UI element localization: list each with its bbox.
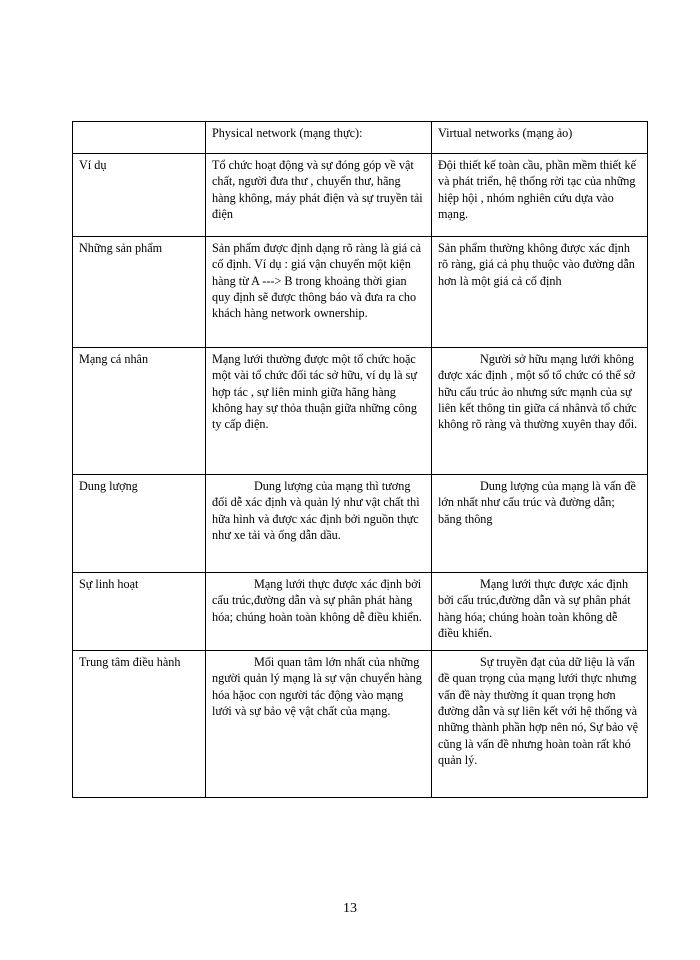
table-row xyxy=(73,651,648,798)
cell-virtual-mang-ca-nhan: Người sở hữu mạng lưới không được xác định , một số tổ chức có thể sở hữu cấu trúc ảo nhưng sức mạnh của sự liên kết thông tin giữa cá nhânvà tổ chức không rõ ràng và thường xuyên thay đổi. xyxy=(432,348,648,475)
cell-physical-su-linh-hoat: Mạng lưới thực được xác định bởi cấu trúc,đường dẫn và sự phân phát hàng hóa; chúng hoàn toàn không dễ điều khiển. xyxy=(206,573,432,651)
row-label-trung-tam-dieu-hanh: Trung tâm điều hành xyxy=(73,651,206,798)
page-number: 13 xyxy=(343,901,357,916)
cell-physical-trung-tam-dieu-hanh: Mối quan tâm lớn nhất của những người quản lý mạng là sự vận chuyển hàng hóa hặoc con người tác động vào mạng lưới và sự bảo vệ vật chất của mạng. xyxy=(206,651,432,798)
row-label-nhung-san-pham: Những sản phẩm xyxy=(73,237,206,348)
cell-virtual-trung-tam-dieu-hanh: Sự truyền đạt của dữ liệu là vấn đề quan trọng của mạng lưới thực nhưng vấn đề này thường ít quan trọng hơn đường dẫn và sự liên kết với hệ thống và những thành phần hợp nên nó, Sự bảo vệ cũng là vấn đề nhưng hoàn toàn rất khó quản lý. xyxy=(432,651,648,798)
cell-virtual-vi-du: Đội thiết kế toàn cầu, phần mềm thiết kế và phát triển, hệ thống rời tạc của những hiệp hội , nhóm nghiên cứu dựa vào mạng. xyxy=(432,154,648,237)
table-row xyxy=(73,348,648,475)
row-label-dung-luong: Dung lượng xyxy=(73,475,206,573)
row-label-su-linh-hoat: Sự linh hoạt xyxy=(73,573,206,651)
table-header-row xyxy=(73,122,648,154)
cell-physical-mang-ca-nhan: Mạng lưới thường được một tổ chức hoặc một vài tổ chức đối tác sở hữu, ví dụ là sự hợp tác , sự liên minh giữa hãng hàng không hay sự thỏa thuận giữa những công ty cấp điện. xyxy=(206,348,432,475)
table-row xyxy=(73,154,648,237)
header-empty-cell xyxy=(73,122,206,154)
table-row xyxy=(73,475,648,573)
cell-virtual-dung-luong: Dung lượng của mạng là vấn đề lớn nhất như cấu trúc và đường dẫn; băng thông xyxy=(432,475,648,573)
header-physical-network: Physical network (mạng thực): xyxy=(206,122,432,154)
row-label-mang-ca-nhan: Mạng cá nhân xyxy=(73,348,206,475)
cell-physical-dung-luong: Dung lượng của mạng thì tương đối dễ xác định và quản lý như vật chất thì hữa hình và được xác định bởi nguồn thực như xe tải và ống dẫn dầu. xyxy=(206,475,432,573)
row-label-vi-du: Ví dụ xyxy=(73,154,206,237)
cell-virtual-nhung-san-pham: Sản phẩm thường không được xác định rõ ràng, giá cả phụ thuộc vào đường dẫn hơn là một giá cả cố định xyxy=(432,237,648,348)
cell-physical-nhung-san-pham: Sản phẩm được định dạng rõ ràng là giá cả cố định. Ví dụ : giá vận chuyển một kiện hàng từ A ---> B trong khoảng thời gian quy định sẽ được thông báo và đưa ra cho khách hàng network ownership. xyxy=(206,237,432,348)
table-row xyxy=(73,237,648,348)
table-row xyxy=(73,573,648,651)
cell-physical-vi-du: Tổ chức hoạt động và sự đóng góp về vật chất, người đưa thư , chuyển thư, hãng hàng không, máy phát điện và sự truyền tải điện xyxy=(206,154,432,237)
cell-virtual-su-linh-hoat: Mạng lưới thực được xác định bởi cấu trúc,đường dẫn và sự phân phát hàng hóa; chúng hoàn toàn không dễ điều khiển. xyxy=(432,573,648,651)
comparison-table xyxy=(72,121,648,798)
header-virtual-networks: Virtual networks (mạng ảo) xyxy=(432,122,648,154)
